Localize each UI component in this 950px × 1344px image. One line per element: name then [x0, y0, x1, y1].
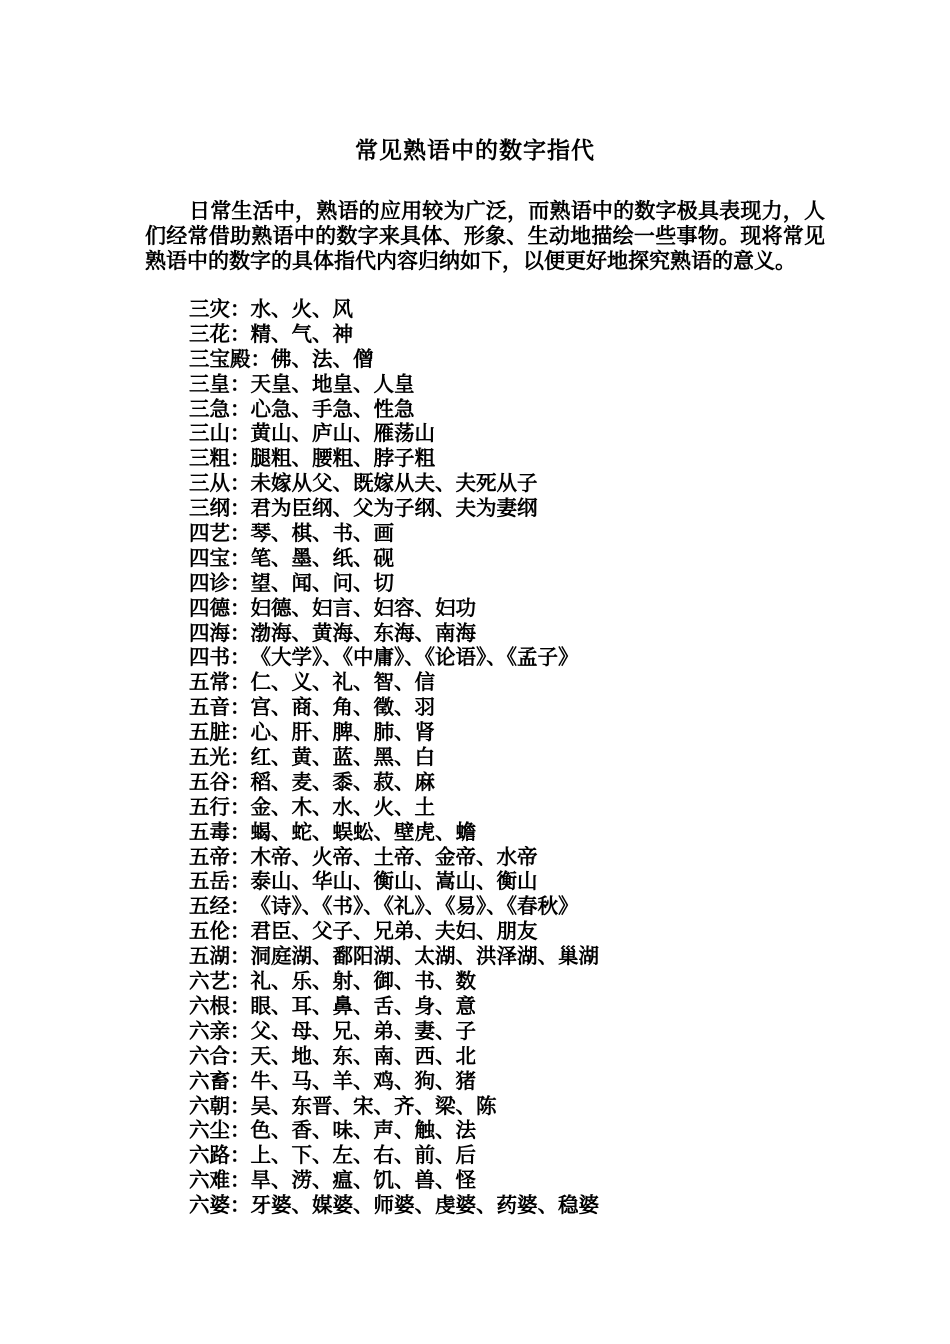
entry-separator: ： — [230, 720, 251, 745]
entry-term: 五谷 — [189, 769, 230, 794]
entry-separator: ： — [230, 446, 251, 471]
entry-meaning: 色、香、味、声、触、法 — [250, 1118, 476, 1143]
entry-meaning: 父、母、兄、弟、妻、子 — [250, 1018, 476, 1043]
entry-meaning: 眼、耳、鼻、舌、身、意 — [250, 993, 476, 1018]
entry-meaning: 蝎、蛇、蜈蚣、壁虎、蟾 — [250, 819, 476, 844]
entry-separator: ： — [230, 1143, 251, 1168]
entry-separator: ： — [230, 794, 251, 819]
entry-term: 五帝 — [189, 844, 230, 869]
entry-meaning: 笔、墨、纸、砚 — [250, 545, 394, 570]
list-item — [189, 869, 869, 894]
list-item — [189, 1044, 869, 1069]
entry-term: 四海 — [189, 620, 230, 645]
entry-term: 五音 — [189, 695, 230, 720]
idiom-number-list — [189, 297, 869, 1218]
entry-term: 四宝 — [189, 545, 230, 570]
entry-meaning: 吴、东晋、宋、齐、梁、陈 — [250, 1093, 497, 1118]
list-item — [189, 1168, 869, 1193]
entry-separator: ： — [230, 844, 251, 869]
entry-meaning: 牛、马、羊、鸡、狗、猪 — [250, 1068, 476, 1093]
entry-term: 三急 — [189, 396, 230, 421]
entry-meaning: 上、下、左、右、前、后 — [250, 1143, 476, 1168]
list-item — [189, 1143, 869, 1168]
entry-term: 五脏 — [189, 720, 230, 745]
list-item — [189, 297, 869, 322]
list-item — [189, 372, 869, 397]
entry-separator: ： — [230, 1018, 251, 1043]
entry-separator: ： — [230, 969, 251, 994]
entry-term: 六尘 — [189, 1118, 230, 1143]
list-item — [189, 446, 869, 471]
entry-term: 三粗 — [189, 446, 230, 471]
list-item — [189, 347, 869, 372]
entry-meaning: 金、木、水、火、土 — [250, 794, 435, 819]
entry-meaning: 红、黄、蓝、黑、白 — [250, 745, 435, 770]
entry-meaning: 木帝、火帝、土帝、金帝、水帝 — [250, 844, 538, 869]
entry-separator: ： — [230, 670, 251, 695]
entry-term: 六婆 — [189, 1193, 230, 1218]
list-item — [189, 1069, 869, 1094]
entry-separator: ： — [230, 371, 251, 396]
entry-term: 六朝 — [189, 1093, 230, 1118]
entry-term: 三宝殿 — [189, 346, 251, 371]
list-item — [189, 820, 869, 845]
entry-meaning: 君为臣纲、父为子纲、夫为妻纲 — [250, 496, 538, 521]
list-item — [189, 894, 869, 919]
entry-separator: ： — [230, 1093, 251, 1118]
entry-term: 三山 — [189, 421, 230, 446]
entry-meaning: 泰山、华山、衡山、嵩山、衡山 — [250, 869, 538, 894]
entry-meaning: 心急、手急、性急 — [250, 396, 415, 421]
entry-separator: ： — [230, 1043, 251, 1068]
entry-term: 三花 — [189, 321, 230, 346]
entry-separator: ： — [230, 919, 251, 944]
entry-meaning: 未嫁从父、既嫁从夫、夫死从子 — [250, 471, 538, 496]
entry-separator: ： — [230, 944, 251, 969]
entry-meaning: 牙婆、媒婆、师婆、虔婆、药婆、稳婆 — [250, 1193, 599, 1218]
list-item — [189, 795, 869, 820]
list-item — [189, 546, 869, 571]
entry-meaning: 水、火、风 — [250, 297, 353, 321]
page-title: 常见熟语中的数字指代 — [355, 137, 595, 164]
list-item — [189, 770, 869, 795]
entry-meaning: 《大学》、《中庸》、《论语》、《孟子》 — [250, 645, 579, 670]
entry-meaning: 精、气、神 — [250, 321, 353, 346]
entry-separator: ： — [230, 819, 251, 844]
entry-separator: ： — [230, 471, 251, 496]
entry-meaning: 洞庭湖、鄱阳湖、太湖、洪泽湖、巢湖 — [250, 944, 599, 969]
entry-term: 五毒 — [189, 819, 230, 844]
entry-separator: ： — [230, 869, 251, 894]
entry-separator: ： — [230, 521, 251, 546]
entry-separator: ： — [250, 346, 271, 371]
list-item — [189, 322, 869, 347]
entry-meaning: 天皇、地皇、人皇 — [250, 371, 415, 396]
entry-term: 六艺 — [189, 969, 230, 994]
list-item — [189, 471, 869, 496]
list-item — [189, 720, 869, 745]
entry-term: 五行 — [189, 794, 230, 819]
entry-separator: ： — [230, 1118, 251, 1143]
entry-meaning: 佛、法、僧 — [271, 346, 374, 371]
entry-meaning: 旱、涝、瘟、饥、兽、怪 — [250, 1168, 476, 1193]
entry-meaning: 妇德、妇言、妇容、妇功 — [250, 595, 476, 620]
list-item — [189, 1118, 869, 1143]
entry-term: 六根 — [189, 993, 230, 1018]
entry-separator: ： — [230, 745, 251, 770]
entry-separator: ： — [230, 297, 251, 321]
entry-term: 五岳 — [189, 869, 230, 894]
entry-term: 四书 — [189, 645, 230, 670]
entry-meaning: 宫、商、角、徵、羽 — [250, 695, 435, 720]
entry-meaning: 礼、乐、射、御、书、数 — [250, 969, 476, 994]
list-item — [189, 994, 869, 1019]
entry-term: 三纲 — [189, 496, 230, 521]
entry-separator: ： — [230, 595, 251, 620]
list-item — [189, 571, 869, 596]
entry-separator: ： — [230, 993, 251, 1018]
entry-term: 五光 — [189, 745, 230, 770]
entry-separator: ： — [230, 421, 251, 446]
entry-separator: ： — [230, 894, 251, 919]
entry-separator: ： — [230, 769, 251, 794]
entry-meaning: 稻、麦、黍、菽、麻 — [250, 769, 435, 794]
entry-meaning: 《诗》、《书》、《礼》、《易》、《春秋》 — [250, 894, 579, 919]
list-item — [189, 645, 869, 670]
entry-term: 三灾 — [189, 297, 230, 321]
entry-term: 六难 — [189, 1168, 230, 1193]
intro-paragraph: 日常生活中，熟语的应用较为广泛，而熟语中的数字极具表现力，人们经常借助熟语中的数字来具体、形象、生动地描绘一些事物。现将常见熟语中的数字的具体指代内容归纳如下，以便更好地探究熟语的意义。 — [145, 198, 825, 273]
entry-term: 三从 — [189, 471, 230, 496]
entry-separator: ： — [230, 1168, 251, 1193]
entry-separator: ： — [230, 396, 251, 421]
entry-meaning: 天、地、东、南、西、北 — [250, 1043, 476, 1068]
entry-meaning: 琴、棋、书、画 — [250, 521, 394, 546]
entry-meaning: 黄山、庐山、雁荡山 — [250, 421, 435, 446]
list-item — [189, 1019, 869, 1044]
list-item — [189, 621, 869, 646]
list-item — [189, 397, 869, 422]
entry-meaning: 渤海、黄海、东海、南海 — [250, 620, 476, 645]
entry-meaning: 君臣、父子、兄弟、夫妇、朋友 — [250, 919, 538, 944]
entry-separator: ： — [230, 620, 251, 645]
entry-separator: ： — [230, 695, 251, 720]
entry-separator: ： — [230, 645, 251, 670]
entry-separator: ： — [230, 321, 251, 346]
entry-separator: ： — [230, 1193, 251, 1218]
list-item — [189, 695, 869, 720]
entry-term: 五经 — [189, 894, 230, 919]
list-item — [189, 496, 869, 521]
list-item — [189, 521, 869, 546]
entry-separator: ： — [230, 496, 251, 521]
entry-separator: ： — [230, 545, 251, 570]
entry-term: 六畜 — [189, 1068, 230, 1093]
entry-meaning: 腿粗、腰粗、脖子粗 — [250, 446, 435, 471]
entry-term: 六合 — [189, 1043, 230, 1068]
list-item — [189, 670, 869, 695]
entry-term: 五常 — [189, 670, 230, 695]
list-item — [189, 944, 869, 969]
entry-term: 四艺 — [189, 521, 230, 546]
entry-term: 五湖 — [189, 944, 230, 969]
list-item — [189, 745, 869, 770]
entry-term: 三皇 — [189, 371, 230, 396]
entry-meaning: 望、闻、问、切 — [250, 570, 394, 595]
entry-meaning: 心、肝、脾、肺、肾 — [250, 720, 435, 745]
entry-term: 四德 — [189, 595, 230, 620]
list-item — [189, 596, 869, 621]
list-item — [189, 969, 869, 994]
entry-meaning: 仁、义、礼、智、信 — [250, 670, 435, 695]
entry-term: 六亲 — [189, 1018, 230, 1043]
entry-term: 六路 — [189, 1143, 230, 1168]
entry-separator: ： — [230, 570, 251, 595]
list-item — [189, 1193, 869, 1218]
entry-term: 四诊 — [189, 570, 230, 595]
entry-separator: ： — [230, 1068, 251, 1093]
entry-term: 五伦 — [189, 919, 230, 944]
list-item — [189, 421, 869, 446]
list-item — [189, 845, 869, 870]
list-item — [189, 919, 869, 944]
list-item — [189, 1094, 869, 1119]
